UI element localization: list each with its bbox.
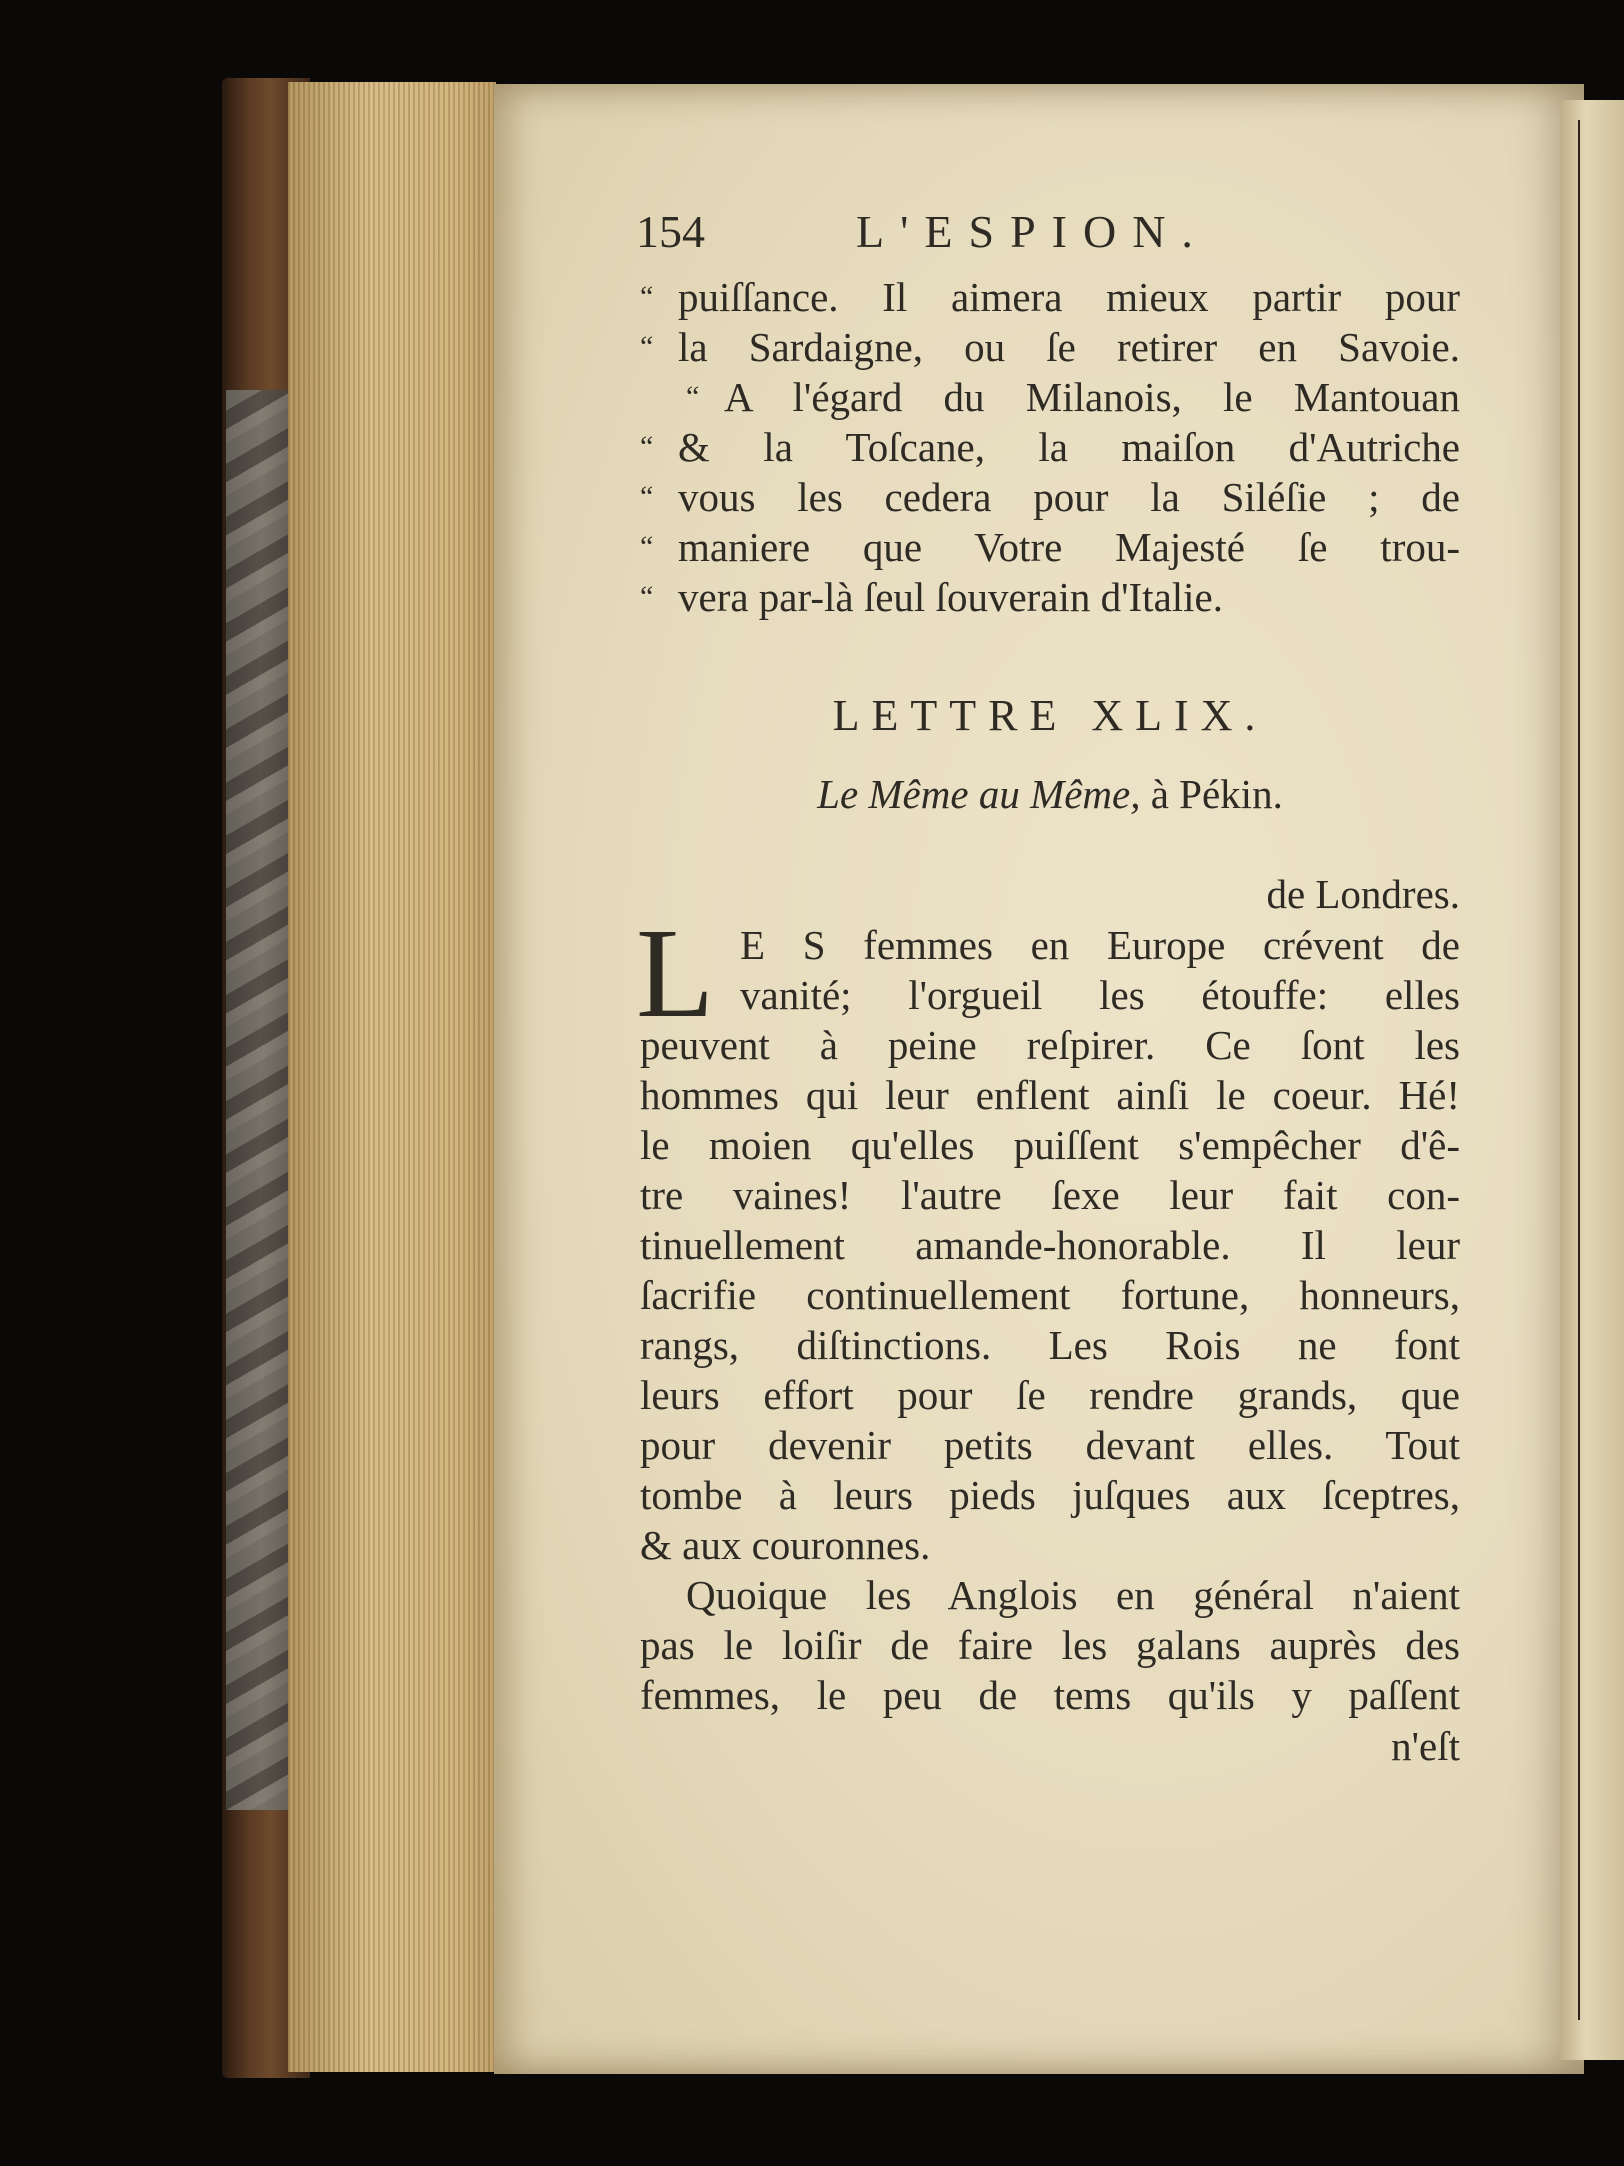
text-line: pas le loiſir de faire les galans auprès des bbox=[640, 1622, 1460, 1668]
letter-title: LETTRE XLIX. bbox=[832, 691, 1268, 740]
dateline: de Londres. bbox=[1266, 871, 1460, 917]
text-line: peuvent à peine reſpirer. Ce ſont les bbox=[640, 1022, 1460, 1068]
drop-cap: L bbox=[636, 902, 715, 1044]
text-line: “ & la Toſcane, la maiſon d'Autriche bbox=[640, 424, 1460, 470]
text-line: “ vera par-là ſeul ſouverain d'Italie. bbox=[640, 574, 1223, 620]
page-edges bbox=[288, 82, 496, 2072]
page-header bbox=[636, 205, 1276, 261]
letter-subtitle: Le Même au Même, à Pékin. bbox=[817, 771, 1283, 817]
running-head: L'ESPION. bbox=[856, 206, 1209, 257]
text-line: & aux couronnes. bbox=[640, 1522, 931, 1568]
text-line: “ maniere que Votre Majesté ſe trou- bbox=[640, 524, 1460, 570]
text-line: “ A l'égard du Milanois, le Mantouan bbox=[686, 374, 1460, 420]
text-line: tombe à leurs pieds juſques aux ſceptres, bbox=[640, 1472, 1460, 1518]
text-line: Quoique les Anglois en général n'aient bbox=[686, 1572, 1460, 1618]
text-line: “ la Sardaigne, ou ſe retirer en Savoie. bbox=[640, 324, 1460, 370]
text-line: ſacrifie continuellement fortune, honneurs, bbox=[640, 1272, 1460, 1318]
page-number: 154 bbox=[636, 206, 705, 257]
text-line: tinuellement amande-honorable. Il leur bbox=[640, 1222, 1460, 1268]
text-line: femmes, le peu de tems qu'ils y paſſent bbox=[640, 1672, 1460, 1718]
text-line: pour devenir petits devant elles. Tout bbox=[640, 1422, 1460, 1468]
text-line: “ puiſſance. Il aimera mieux partir pour bbox=[640, 274, 1460, 320]
catchword: n'eſt bbox=[1391, 1723, 1460, 1769]
text-line: leurs effort pour ſe rendre grands, que bbox=[640, 1372, 1460, 1418]
page-gutter bbox=[1560, 100, 1624, 2060]
text-line: hommes qui leur enflent ainſi le coeur. Hé! bbox=[640, 1072, 1460, 1118]
text-line: rangs, diſtinctions. Les Rois ne font bbox=[640, 1322, 1460, 1368]
text-line: tre vaines! l'autre ſexe leur fait con- bbox=[640, 1172, 1460, 1218]
text-line: “ vous les cedera pour la Siléſie ; de bbox=[640, 474, 1460, 520]
text-line: le moien qu'elles puiſſent s'empêcher d'ê- bbox=[640, 1122, 1460, 1168]
text-line: E S femmes en Europe crévent de bbox=[740, 922, 1460, 968]
gutter-line bbox=[1578, 120, 1580, 2020]
text-line: vanité; l'orgueil les étouffe: elles bbox=[740, 972, 1460, 1018]
marbled-cover bbox=[226, 390, 296, 1810]
